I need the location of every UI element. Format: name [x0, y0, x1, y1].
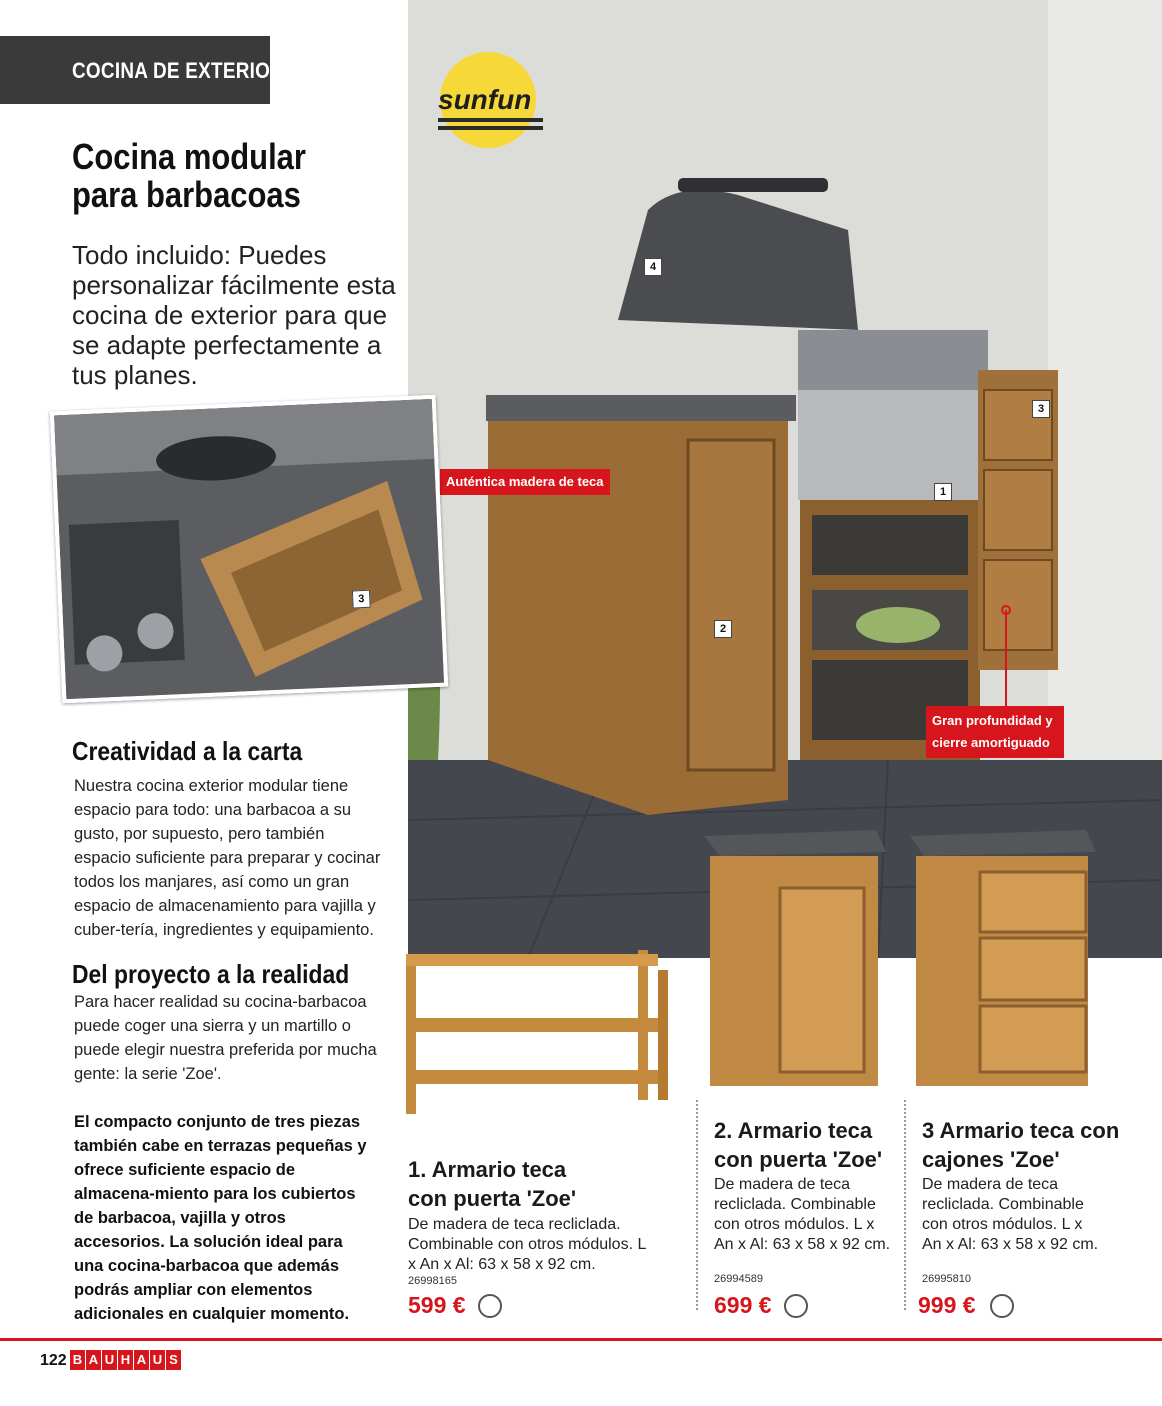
product-2-sku: 26994589 [714, 1273, 763, 1285]
product-3-desc: De madera de teca recliclada. Combinable con otros módulos. L x An x Al: 63 x 58 x 92 cm. [922, 1176, 1099, 1253]
product-2-price: 699 € [714, 1292, 772, 1318]
product-3-price: 999 € [918, 1292, 976, 1318]
product-1-desc: De madera de teca recliclada. Combinable con otros módulos. L x An x Al: 63 x 58 x 92 cm. [408, 1216, 646, 1273]
cart-icon[interactable] [478, 1294, 502, 1318]
product-image-2 [700, 826, 892, 1096]
intro-text: Todo incluido: Puedes personalizar fácilmente esta cocina de exterior para que se adapte perfectamente a tus planes. [72, 240, 396, 390]
product-1-price: 599 € [408, 1292, 466, 1318]
cart-icon[interactable] [990, 1294, 1014, 1318]
bauhaus-logo-letter: A [134, 1350, 149, 1370]
page-number: 122 [40, 1352, 67, 1369]
marker-3-detail: 3 [352, 590, 371, 609]
section-heading-project: Del proyecto a la realidad [72, 959, 350, 989]
marker-4: 4 [644, 258, 662, 276]
product-2-title: 2. Armario teca con puerta 'Zoe' [714, 1118, 883, 1172]
bauhaus-logo-letter: U [102, 1350, 117, 1370]
section-header-label: COCINA DE EXTERIOR [72, 58, 285, 83]
product-1-sku: 26998165 [408, 1275, 457, 1287]
marker-1: 1 [934, 483, 952, 501]
detail-photo [50, 395, 448, 704]
section-text-creativity: Nuestra cocina exterior modular tiene espacio para todo: una barbacoa a su gusto, por supuesto, pero también espacio suficiente para preparar y cocinar todos los manjares, así como un gran espacio de almacenamiento para vajilla y cuber-tería, ingredientes y equipamiento. [74, 777, 381, 939]
section-text-project: Para hacer realidad su cocina-barbacoa puede coger una sierra y un martillo o puede elegir nuestra preferida por mucha gente: la serie 'Zoe'. [74, 993, 377, 1083]
bauhaus-logo-letter: S [166, 1350, 181, 1370]
product-2-desc: De madera de teca recliclada. Combinable con otros módulos. L x An x Al: 63 x 58 x 92 cm. [714, 1176, 891, 1253]
callout-pointer [1000, 604, 1012, 710]
divider [696, 1100, 698, 1310]
marker-2: 2 [714, 620, 732, 638]
product-3-sku: 26995810 [922, 1273, 971, 1285]
page-title: Cocina modular para barbacoas [72, 136, 306, 215]
product-3-title: 3 Armario teca con cajones 'Zoe' [922, 1118, 1120, 1172]
bauhaus-logo-letter: A [86, 1350, 101, 1370]
product-image-3 [906, 826, 1102, 1096]
hero-photo [408, 0, 1162, 958]
footer-rule [0, 1338, 1162, 1341]
callout-teak: Auténtica madera de teca [440, 469, 610, 495]
sunfun-logo: sunfun [438, 84, 532, 115]
bauhaus-logo-letter: B [70, 1350, 85, 1370]
product-image-1 [398, 930, 680, 1130]
marker-3: 3 [1032, 400, 1050, 418]
section-header [0, 36, 285, 104]
bold-paragraph: El compacto conjunto de tres piezas también cabe en terrazas pequeñas y ofrece suficiente espacio de almacena-miento para los cubiertos de barbacoa, vajilla y otros accesorios. La solución ideal para una cocina-barbacoa que además podrás ampliar con elementos adicionales en cualquier momento. [74, 1113, 367, 1323]
divider [904, 1100, 906, 1310]
bauhaus-logo-letter: H [118, 1350, 133, 1370]
callout-drawers: Gran profundidad y cierre amortiguado [926, 706, 1064, 758]
product-1-title: 1. Armario teca con puerta 'Zoe' [408, 1157, 577, 1211]
cart-icon[interactable] [784, 1294, 808, 1318]
section-heading-creativity: Creatividad a la carta [72, 736, 303, 766]
drawer-detail-illustration [54, 399, 446, 701]
bauhaus-logo-letter: U [150, 1350, 165, 1370]
bauhaus-logo [70, 1350, 182, 1370]
